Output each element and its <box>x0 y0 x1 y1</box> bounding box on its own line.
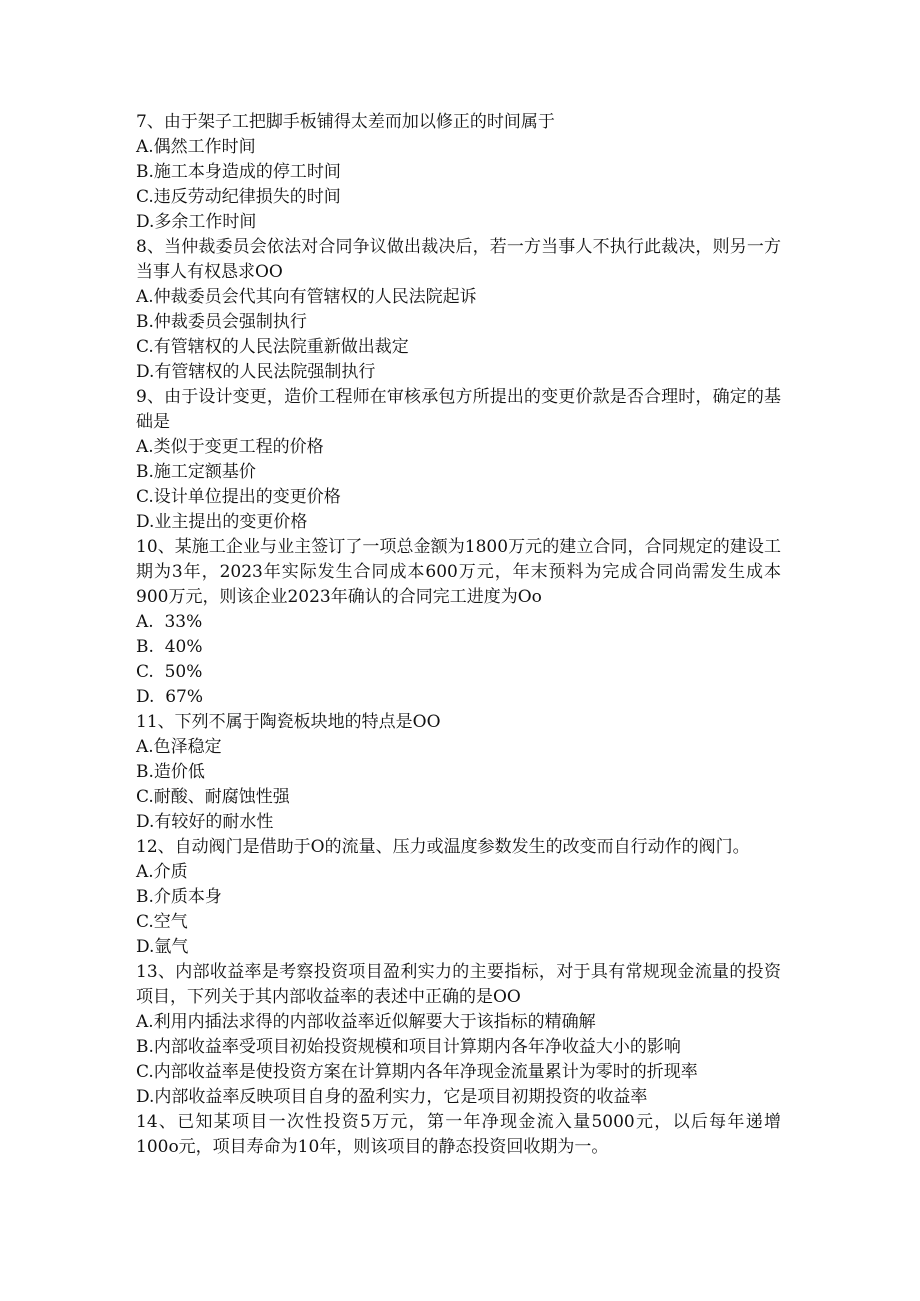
answer-option: A.利用内插法求得的内部收益率近似解要大于该指标的精确解 <box>136 1012 596 1032</box>
option-list <box>136 860 781 960</box>
option-list <box>136 610 781 710</box>
answer-option: B.仲裁委员会强制执行 <box>136 312 307 332</box>
question-block <box>136 535 781 710</box>
answer-option: B.介质本身 <box>136 887 222 907</box>
option-list <box>136 285 781 385</box>
answer-option: C.空气 <box>136 912 188 932</box>
question-text: 11、下列不属于陶瓷板块地的特点是OO <box>136 712 441 732</box>
answer-option: C.设计单位提出的变更价格 <box>136 487 341 507</box>
option-list <box>136 1010 781 1110</box>
question-block <box>136 110 781 235</box>
answer-option: A.色泽稳定 <box>136 737 222 757</box>
answer-option: B.施工定额基价 <box>136 462 256 482</box>
document-page <box>136 110 781 1160</box>
answer-option: B.造价低 <box>136 762 205 782</box>
question-block <box>136 710 781 835</box>
option-list <box>136 735 781 835</box>
answer-option: B. 40% <box>136 637 203 657</box>
question-block <box>136 235 781 385</box>
answer-option: C.有管辖权的人民法院重新做出裁定 <box>136 337 409 357</box>
answer-option: B.内部收益率受项目初始投资规模和项目计算期内各年净收益大小的影响 <box>136 1037 681 1057</box>
answer-option: D.有管辖权的人民法院强制执行 <box>136 362 376 382</box>
answer-option: A.介质 <box>136 862 188 882</box>
answer-option: A.偶然工作时间 <box>136 137 256 157</box>
answer-option: D.内部收益率反映项目自身的盈利实力，它是项目初期投资的收益率 <box>136 1087 648 1107</box>
answer-option: D.有较好的耐水性 <box>136 812 274 832</box>
answer-option: B.施工本身造成的停工时间 <box>136 162 341 182</box>
answer-option: C.耐酸、耐腐蚀性强 <box>136 787 290 807</box>
question-text: 10、某施工企业与业主签订了一项总金额为1800万元的建立合同，合同规定的建设工期为3年，2023年实际发生合同成本600万元，年末预料为完成合同尚需发生成本900万元，则该企业2023年确认的合同完工进度为Oo <box>136 537 781 607</box>
question-text: 14、已知某项目一次性投资5万元，第一年净现金流入量5000元，以后每年递增100o元，项目寿命为10年，则该项目的静态投资回收期为一。 <box>136 1112 781 1157</box>
question-text: 9、由于设计变更，造价工程师在审核承包方所提出的变更价款是否合理时，确定的基础是 <box>136 387 781 432</box>
question-block <box>136 960 781 1110</box>
question-block <box>136 1110 781 1160</box>
answer-option: C.违反劳动纪律损失的时间 <box>136 187 341 207</box>
question-text: 13、内部收益率是考察投资项目盈利实力的主要指标，对于具有常规现金流量的投资项目，下列关于其内部收益率的表述中正确的是OO <box>136 962 781 1007</box>
answer-option: D.氩气 <box>136 937 189 957</box>
answer-option: C.内部收益率是使投资方案在计算期内各年净现金流量累计为零时的折现率 <box>136 1062 698 1082</box>
answer-option: A. 33% <box>136 612 203 632</box>
question-text: 7、由于架子工把脚手板铺得太差而加以修正的时间属于 <box>136 112 555 132</box>
question-text: 8、当仲裁委员会依法对合同争议做出裁决后，若一方当事人不执行此裁决，则另一方当事人有权恳求OO <box>136 237 781 282</box>
question-block <box>136 835 781 960</box>
question-text: 12、自动阀门是借助于O的流量、压力或温度参数发生的改变而自行动作的阀门。 <box>136 837 750 857</box>
answer-option: D.业主提出的变更价格 <box>136 512 308 532</box>
answer-option: D. 67% <box>136 687 204 707</box>
answer-option: D.多余工作时间 <box>136 212 257 232</box>
question-block <box>136 385 781 535</box>
answer-option: A.仲裁委员会代其向有管辖权的人民法院起诉 <box>136 287 477 307</box>
option-list <box>136 135 781 235</box>
answer-option: C. 50% <box>136 662 203 682</box>
option-list <box>136 435 781 535</box>
answer-option: A.类似于变更工程的价格 <box>136 437 324 457</box>
